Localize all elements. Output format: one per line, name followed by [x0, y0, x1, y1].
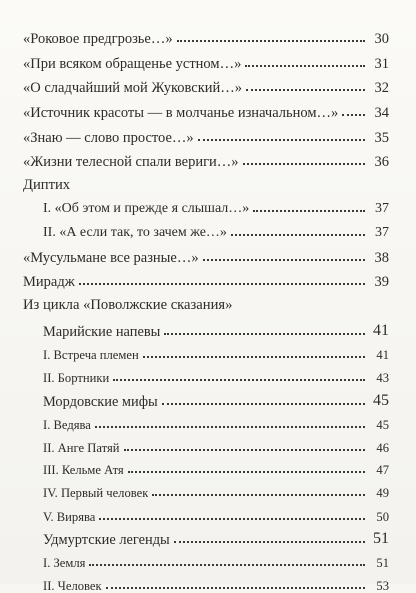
toc-entry[interactable]: [23, 267, 389, 289]
toc-section-heading[interactable]: [23, 171, 389, 193]
toc-entry-title: I. Земля: [43, 557, 86, 570]
toc-entry[interactable]: [23, 49, 389, 71]
toc-entry[interactable]: [23, 243, 389, 265]
dot-leader: [342, 113, 365, 116]
dot-leader: [174, 540, 365, 543]
toc-entry-page-number: 41: [376, 348, 389, 363]
toc-entry-title: II. «А если так, то зачем же…»: [43, 226, 227, 240]
toc-entry-page-number: 30: [374, 30, 389, 47]
toc-entry[interactable]: [43, 410, 389, 432]
dot-leader: [231, 233, 365, 236]
toc-entry-title: «Мусульмане все разные…»: [23, 250, 199, 265]
toc-entry[interactable]: [43, 433, 389, 455]
toc-entry-page-number: 37: [375, 225, 389, 240]
toc-section-title: Диптих: [23, 178, 71, 193]
toc-entry-title: III. Кельме Атя: [43, 464, 124, 477]
toc-entry-page-number: 45: [376, 418, 389, 433]
toc-entry-title: «При всяком обращенье устном…»: [23, 56, 242, 71]
toc-entry-title: IV. Первый человек: [43, 487, 149, 500]
toc-entry-page-number: 41: [373, 322, 389, 339]
toc-entry[interactable]: [43, 502, 389, 524]
dot-leader: [152, 493, 365, 496]
toc-entry-title: I. Встреча племен: [43, 349, 139, 362]
toc-entry-page-number: 51: [373, 530, 389, 547]
dot-leader: [203, 258, 365, 261]
toc-entry-page-number: 34: [374, 104, 389, 121]
toc-entry-page-number: 37: [375, 201, 389, 216]
toc-entry-title: Марийские напевы: [43, 324, 161, 339]
toc-entry-page-number: 49: [376, 486, 389, 501]
toc-entry-page-number: 50: [376, 510, 389, 525]
dot-leader: [164, 332, 365, 335]
dot-leader: [243, 162, 365, 165]
toc-entry-title: I. «Об этом и прежде я слышал…»: [43, 202, 250, 216]
dot-leader: [124, 448, 366, 451]
dot-leader: [143, 355, 365, 358]
toc-entry[interactable]: [23, 73, 389, 95]
toc-entry-title: «Жизни телесной спали вериги…»: [23, 154, 239, 169]
dot-leader: [198, 138, 365, 141]
toc-entry-title: «О сладчайший мой Жуковский…»: [23, 80, 243, 95]
dot-leader: [113, 378, 365, 381]
toc-entry[interactable]: [23, 147, 389, 169]
dot-leader: [245, 64, 365, 67]
toc-entry[interactable]: [43, 218, 389, 240]
toc-entry[interactable]: [43, 525, 389, 547]
toc-entry[interactable]: [23, 98, 389, 120]
toc-entry-page-number: 51: [376, 556, 389, 571]
toc-entry-page-number: 39: [374, 273, 389, 290]
dot-leader: [128, 470, 365, 473]
toc-entry[interactable]: [43, 571, 389, 593]
toc-entry-page-number: 43: [376, 371, 389, 386]
dot-leader: [106, 586, 365, 589]
dot-leader: [162, 402, 365, 405]
toc-entry[interactable]: [43, 340, 389, 362]
toc-entry-page-number: 38: [374, 249, 389, 266]
toc-entry-page-number: 45: [373, 392, 389, 409]
toc-entry-title: II. Человек: [43, 580, 102, 593]
toc-entry-page-number: 32: [374, 79, 389, 96]
toc-entry-page-number: 53: [376, 579, 389, 593]
toc-entry[interactable]: [43, 387, 389, 409]
dot-leader: [79, 282, 365, 285]
toc-entry[interactable]: [43, 194, 389, 216]
toc-entry-title: II. Анге Патяй: [43, 442, 120, 455]
toc-entry-page-number: 36: [374, 153, 389, 170]
toc-entry-title: II. Бортники: [43, 372, 110, 385]
dot-leader: [253, 209, 365, 212]
toc-entry-page-number: 47: [376, 463, 389, 478]
toc-entry-title: Удмуртские легенды: [43, 532, 170, 547]
toc-entry-title: Мордовские мифы: [43, 394, 158, 409]
dot-leader: [95, 425, 365, 428]
toc-entry[interactable]: [43, 548, 389, 570]
toc-section-title: Из цикла «Поволжские сказания»: [23, 298, 233, 313]
dot-leader: [99, 517, 365, 520]
toc-entry-page-number: 31: [374, 55, 389, 72]
toc-entry-title: «Источник красоты — в молчанье изначальном…»: [23, 105, 339, 120]
toc-section-heading[interactable]: [23, 291, 389, 313]
toc-entry[interactable]: [23, 24, 389, 46]
toc-entry-page-number: 35: [374, 129, 389, 146]
dot-leader: [246, 88, 365, 91]
toc-entry[interactable]: [43, 455, 389, 477]
toc-entry[interactable]: [43, 478, 389, 500]
toc-entry[interactable]: [43, 363, 389, 385]
toc-entry-title: V. Вирява: [43, 511, 96, 524]
toc-entry-title: «Знаю — слово простое…»: [23, 130, 194, 145]
dot-leader: [89, 563, 365, 566]
toc-entry[interactable]: [23, 123, 389, 145]
dot-leader: [177, 39, 365, 42]
toc-entry-title: I. Ведява: [43, 419, 91, 432]
toc-entry-title: «Роковое предгрозье…»: [23, 31, 173, 46]
toc-entry-page-number: 46: [376, 441, 389, 456]
toc-entry-title: Мирадж: [23, 274, 75, 289]
toc-entry[interactable]: [43, 317, 389, 339]
